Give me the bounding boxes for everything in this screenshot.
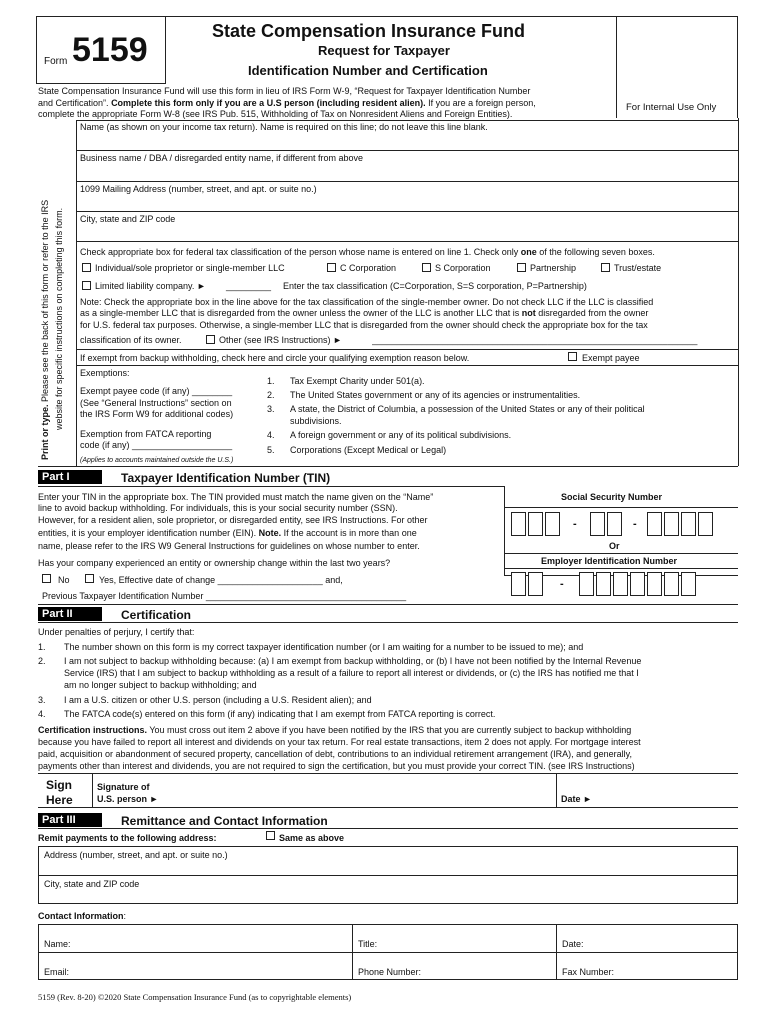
ownership-change-question: Has your company experienced an entity or ownership change within the last two years? [38,558,391,568]
ssn-dash-2: - [633,518,637,530]
footer: 5159 (Rev. 8-20) ©2020 State Compensation Insurance Fund (as to copyrightable elements) [38,992,352,1002]
business-field-label: Business name / DBA / disregarded entity name, if different from above [80,153,363,163]
reason-text-4: A foreign government or any of its political subdivisions. [290,430,512,440]
part1-text-1: Enter your TIN in the appropriate box. The TIN provided must match the name given on the “Name” [38,492,434,502]
payee-code-line-1[interactable]: Exempt payee code (if any) ________ [80,386,233,396]
form-number: 5159 [72,31,148,69]
part1-title: Taxpayer Identification Number (TIN) [121,471,331,485]
part1-text-5: name, please refer to the IRS W9 General Instructions for guidelines on whose number to enter. [38,541,420,551]
business-field[interactable] [77,165,737,179]
contact-date-field[interactable] [590,926,736,950]
cert-item-4-num: 4. [38,709,46,719]
exemption-intro: If exempt from backup withholding, check here and circle your qualifying exemption reason below. [80,353,470,363]
contact-info-label: Contact Information: [38,911,127,921]
reason-num-4: 4. [267,430,275,440]
intro-line-2: and Certification”. Complete this form only if you are a U.S person (including resident alien). If you are a foreign person, [38,98,536,108]
llc-note-4: classification of its owner. [80,335,182,345]
part1-text-3: However, for a resident alien, sole proprietor, or disregarded entity, see IRS Instructions. For other [38,515,428,525]
llc-classification-input[interactable]: _________ [226,281,272,291]
classification-intro: Check appropriate box for federal tax classification of the person whose name is entered on line 1. Check only one of the following seven boxes. [80,247,655,257]
side-instructions-2: website for specific instructions on completing this form. [54,207,64,430]
change-yes-label[interactable]: Yes, Effective date of change _____________________ and, [99,575,343,585]
ein-input[interactable] [511,572,721,598]
part1-text-4: entities, it is your employer identification number (EIN). Note. If the account is in more than one [38,528,417,538]
remit-address-label: Address (number, street, and apt. or suite no.) [44,850,228,860]
reason-num-1: 1. [267,376,275,386]
checkbox-partnership[interactable] [517,263,526,272]
part3-label: Part III [38,813,102,827]
change-no-label: No [58,575,70,585]
cert-item-3-num: 3. [38,695,46,705]
checkbox-individual[interactable] [82,263,91,272]
remit-city-field[interactable] [40,890,736,902]
cert-instructions-line-4: payments other than interest and dividends, you are not required to sign the certification, but you must provide your correct TIN. (see IRS Instructions) [38,761,635,771]
reason-text-1: Tax Exempt Charity under 501(a). [290,376,425,386]
contact-email-label: Email: [44,967,70,977]
form-title: State Compensation Insurance Fund [212,21,526,41]
llc-note-3: for U.S. federal tax purposes. Otherwise, a single-member LLC that is disregarded from the owner should check the appropriate box for the tax [80,320,648,330]
ein-label: Employer Identification Number [541,556,678,566]
cert-item-1-num: 1. [38,642,46,652]
option-other: Other (see IRS Instructions) ► [219,335,342,345]
payee-code-line-2: (See “General Instructions” section on [80,398,232,408]
contact-title-label: Title: [358,939,378,949]
cert-instructions-line-3: paid, acquisition or abandonment of secured property, cancellation of debt, contributions to an individual retirement arrangement (IRA), and generally, [38,749,633,759]
fatca-line-1: Exemption from FATCA reporting [80,429,212,439]
address-field-label: 1099 Mailing Address (number, street, and apt. or suite no.) [80,184,317,194]
option-individual: Individual/sole proprietor or single-member LLC [95,263,285,273]
cert-item-4: The FATCA code(s) entered on this form (if any) indicating that I am exempt from FATCA reporting is correct. [64,709,496,719]
option-s-corp: S Corporation [435,263,491,273]
previous-tin-field[interactable]: Previous Taxpayer Identification Number ________________________________________ [42,591,407,601]
ssn-label: Social Security Number [561,492,663,502]
signature-date-field[interactable] [600,776,736,804]
cert-item-1: The number shown on this form is my correct taxpayer identification number (or I am waiting for a number to be issued to me); and [64,642,584,652]
side-instructions-1: Please see the back of this form or refer to the IRS [40,199,50,402]
exempt-payee-label: Exempt payee [582,353,640,363]
contact-phone-field[interactable] [430,954,554,978]
llc-note-2: as a single-member LLC that is disregarded from the owner unless the owner of the LLC is another LLC that is not disregarded from the owner [80,308,649,318]
cert-item-2-line-3: am no longer subject to backup withholding; and [64,680,257,690]
city-field-label: City, state and ZIP code [80,214,176,224]
reason-text-3b: subdivisions. [290,416,342,426]
intro-line-3: complete the appropriate Form W-8 (see IRS Pub. 515, Withholding of Tax on Nonresident Aliens and Foreign Entities). [38,109,513,119]
city-field[interactable] [77,226,737,240]
checkbox-s-corp[interactable] [422,263,431,272]
part1-text-2: line to avoid backup withholding. For individuals, this is your social security number (SSN). [38,503,398,513]
checkbox-llc[interactable] [82,281,91,290]
option-c-corp: C Corporation [340,263,397,273]
cert-item-2-line-1: I am not subject to backup withholding because: (a) I am exempt from backup withholding, or (b) I have not been notified by the Internal Revenue [64,656,642,666]
ssn-dash-1: - [573,518,577,530]
part2-title: Certification [121,608,192,622]
side-print-type: Print or type. [40,404,50,460]
reason-num-3: 3. [267,404,275,414]
intro-line-1: State Compensation Insurance Fund will use this form in lieu of IRS Form W-9, “Request for Taxpayer Identification Number [38,86,531,96]
contact-name-field[interactable] [74,926,350,950]
payee-code-line-3: the IRS Form W9 for additional codes) [80,409,234,419]
checkbox-other[interactable] [206,335,215,344]
checkbox-exempt-payee[interactable] [568,352,577,361]
here-label: Here [46,793,73,807]
contact-email-field[interactable] [76,954,350,978]
checkbox-trust-estate[interactable] [601,263,610,272]
contact-fax-label: Fax Number: [562,967,615,977]
option-partnership: Partnership [530,263,577,273]
cert-instructions-line-2: because you have failed to report all interest and dividends on your tax return. For real estate transactions, item 2 does not apply. For mortgage interest [38,737,641,747]
part1-label: Part I [38,470,102,484]
fatca-note: (Applies to accounts maintained outside the U.S.) [80,457,234,464]
reason-text-5: Corporations (Except Medical or Legal) [290,445,447,455]
reason-num-5: 5. [267,445,275,455]
checkbox-same-as-above[interactable] [266,831,275,840]
ssn-input[interactable] [511,512,721,538]
remit-city-label: City, state and ZIP code [44,879,140,889]
option-llc: Limited liability company. ► [95,281,206,291]
remit-label: Remit payments to the following address: [38,833,217,843]
reason-text-3: A state, the District of Columbia, a possession of the United States or any of their political [290,404,645,414]
same-as-above-label: Same as above [279,833,345,843]
reason-num-2: 2. [267,390,275,400]
cert-item-2-line-2: Service (IRS) that I am subject to backup withholding as a result of a failure to report all interest or dividends, or (c) the IRS has notified me that I [64,668,639,678]
address-field[interactable] [77,196,737,210]
contact-title-field[interactable] [384,926,554,950]
fatca-code-input[interactable]: code (if any) ____________________ [80,440,233,450]
part2-label: Part II [38,607,102,621]
llc-classification-label: Enter the tax classification (C=Corporation, S=S corporation, P=Partnership) [283,281,587,291]
sign-label: Sign [46,778,72,792]
side-instructions [38,120,76,466]
llc-note-1: Note: Check the appropriate box in the line above for the tax classification of the single-member owner. Do not check LLC if the LLC is classified [80,297,654,307]
remit-address-field[interactable] [40,861,736,873]
checkbox-change-yes[interactable] [85,574,94,583]
other-input[interactable]: _________________________________________________________________ [372,335,698,345]
cert-item-3: I am a U.S. citizen or other U.S. person (including a U.S. Resident alien); and [64,695,372,705]
signature-label-1: Signature of [97,782,150,792]
signature-label-2: U.S. person ► [97,794,159,804]
checkbox-c-corp[interactable] [327,263,336,272]
ein-dash: - [560,578,564,590]
cert-item-2-num: 2. [38,656,46,666]
cert-instructions-line-1: Certification instructions. You must cross out item 2 above if you have been notified by the IRS that you are currently subject to backup withholding [38,725,632,735]
contact-name-label: Name: [44,939,71,949]
contact-fax-field[interactable] [622,954,736,978]
internal-use-label: For Internal Use Only [626,102,717,113]
reason-text-2: The United States government or any of its agencies or instrumentalities. [290,390,581,400]
name-field-label: Name (as shown on your income tax return). Name is required on this line; do not leave this line blank. [80,122,488,132]
or-label: Or [609,541,620,551]
contact-date-label: Date: [562,939,584,949]
name-field[interactable] [77,134,737,148]
form-subtitle-2: Identification Number and Certification [248,63,488,78]
form-word: Form [44,56,68,67]
option-trust-estate: Trust/estate [614,263,662,273]
signature-field[interactable] [170,776,550,804]
exemptions-label: Exemptions: [80,368,130,378]
date-label: Date ► [561,794,592,804]
contact-phone-label: Phone Number: [358,967,422,977]
part3-title: Remittance and Contact Information [121,814,328,828]
form-subtitle-1: Request for Taxpayer [318,43,450,58]
checkbox-change-no[interactable] [42,574,51,583]
certification-intro: Under penalties of perjury, I certify that: [38,627,195,637]
